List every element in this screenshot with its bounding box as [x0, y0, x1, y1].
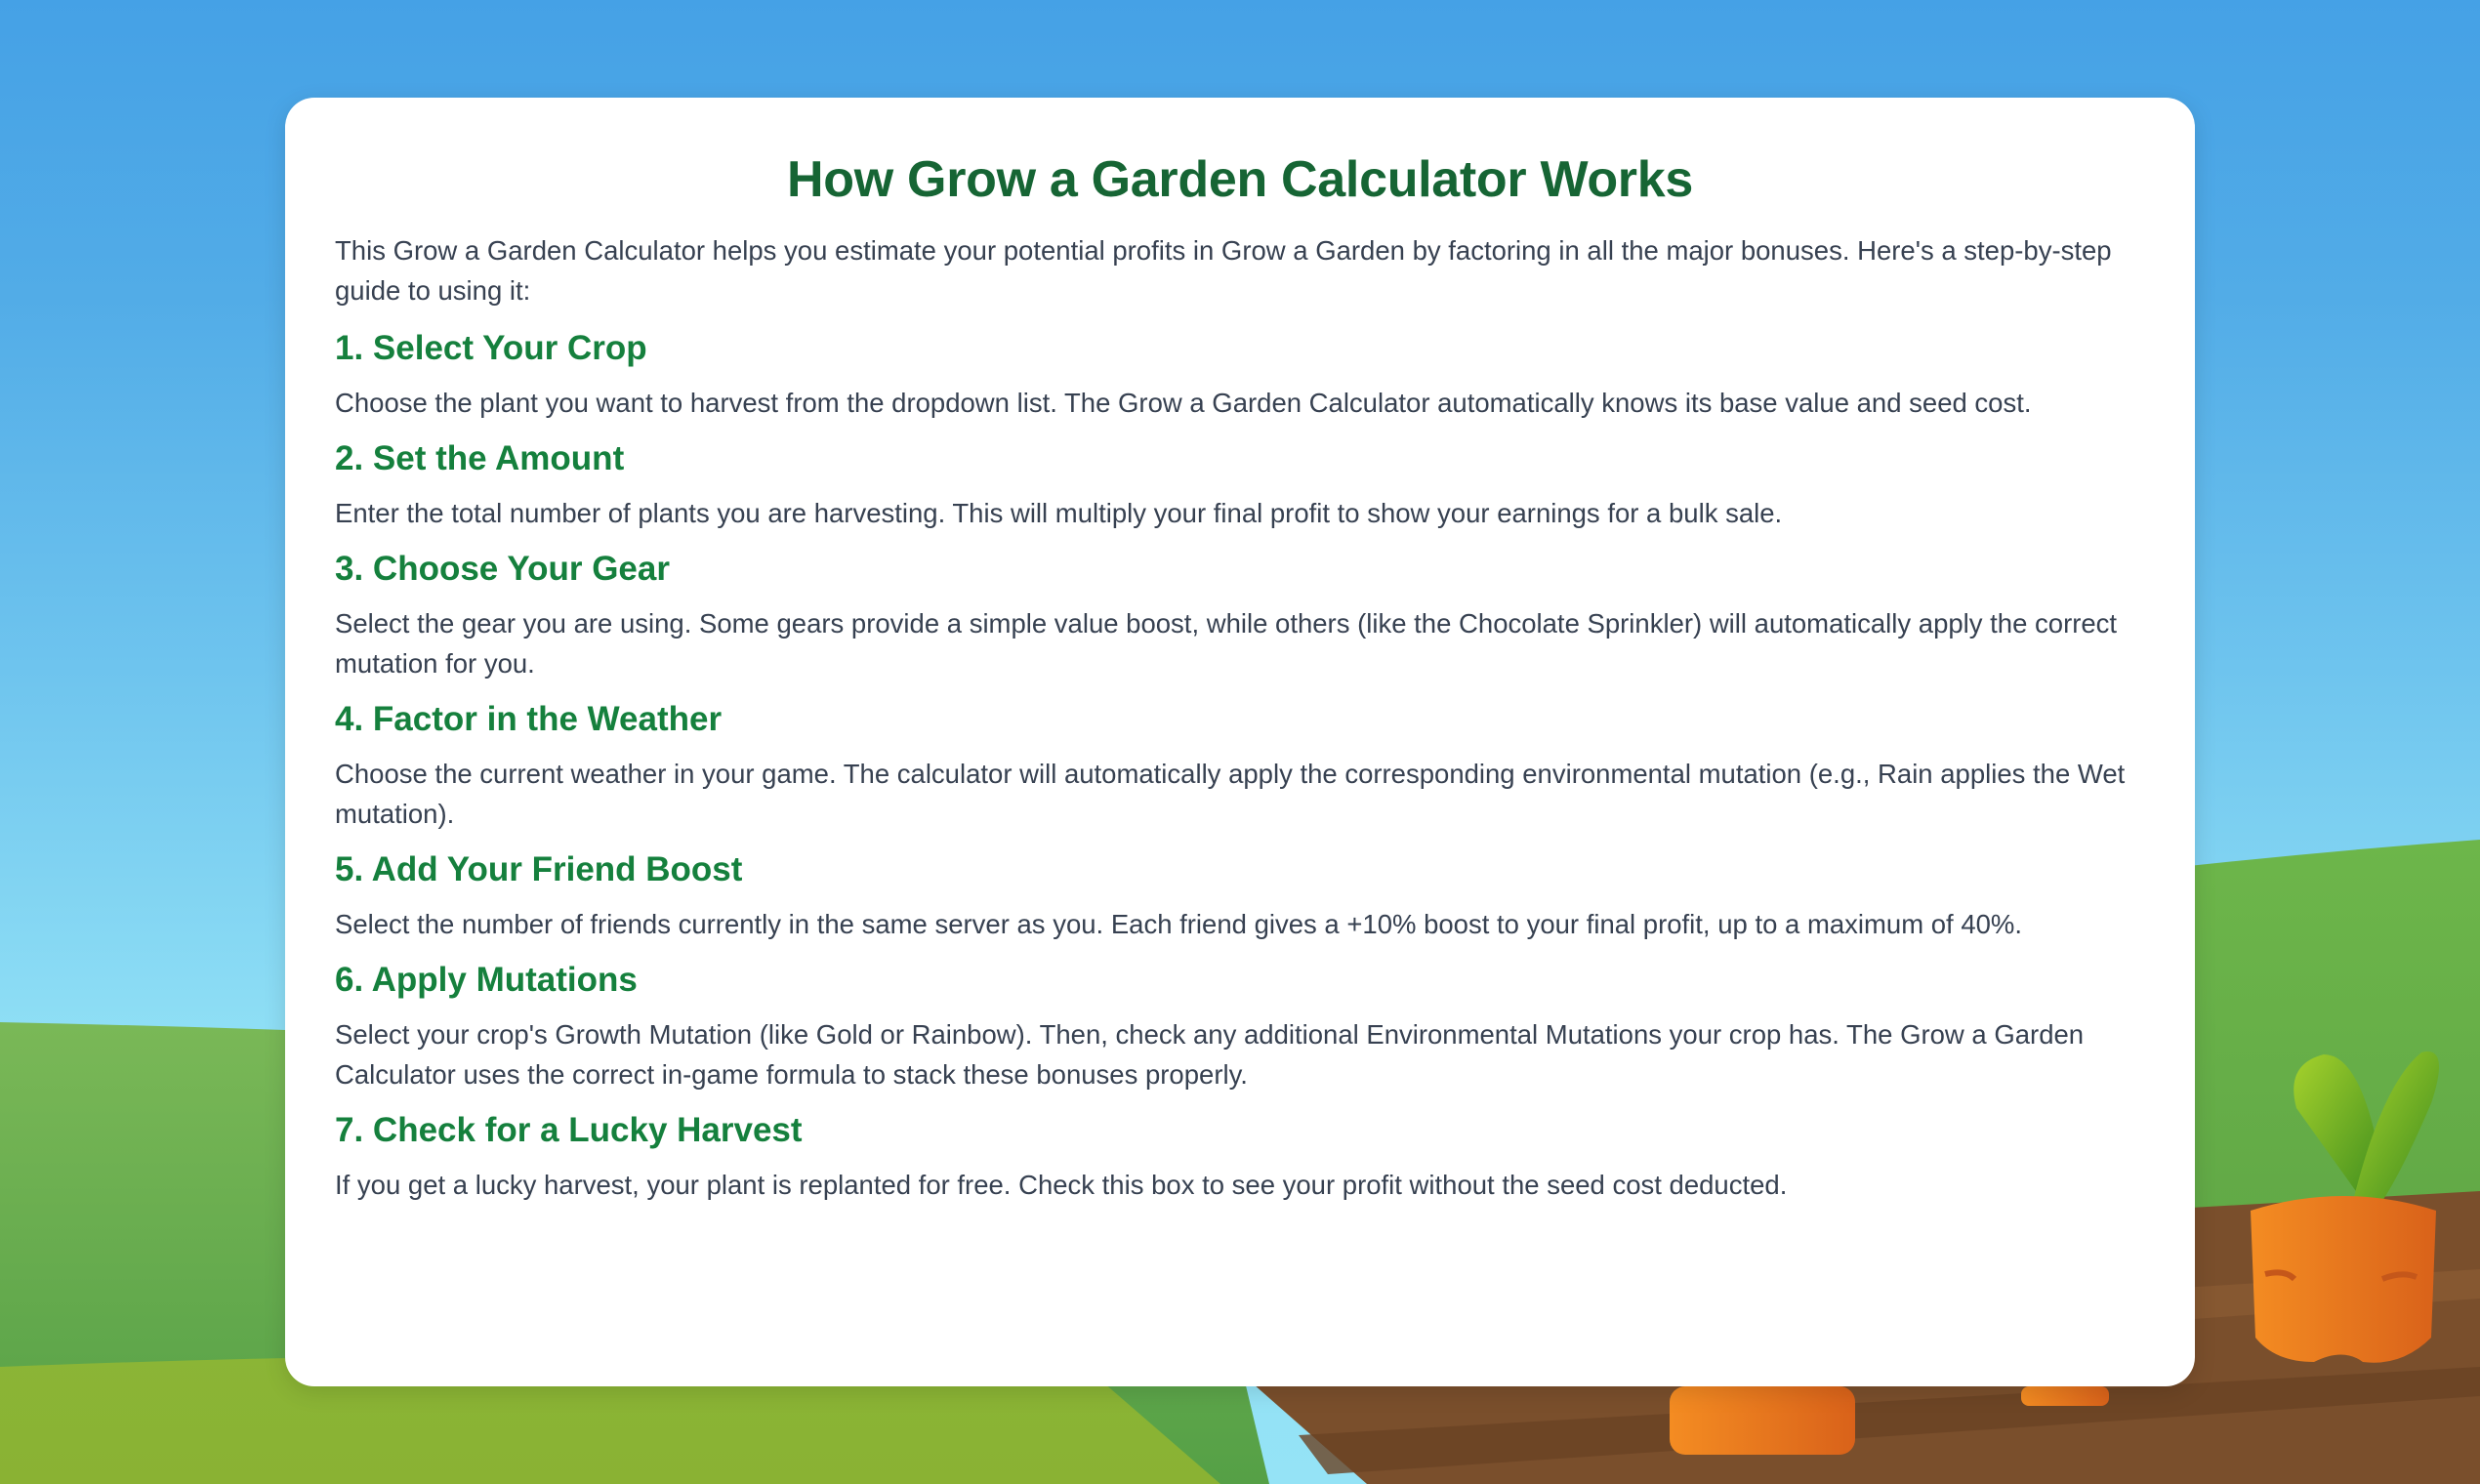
step-heading: 2. Set the Amount	[335, 439, 625, 477]
step-description: Select your crop's Growth Mutation (like Gold or Rainbow). Then, check any additional Environmental Mutations your crop has. The Grow a Garden Calculator uses the correct in-game formula to stack these bonuses properly.	[335, 1019, 2085, 1090]
step-heading: 3. Choose Your Gear	[335, 550, 670, 588]
step-heading: 6. Apply Mutations	[335, 961, 638, 999]
step-apply-mutations	[335, 958, 2145, 1094]
intro-paragraph: This Grow a Garden Calculator helps you estimate your potential profits in Grow a Garden by factoring in all the major bonuses. Here's a step-by-step guide to using it:	[335, 235, 2112, 306]
step-description: Select the gear you are using. Some gears provide a simple value boost, while others (like the Chocolate Sprinkler) will automatically apply the correct mutation for you.	[335, 608, 2118, 679]
page-title: How Grow a Garden Calculator Works	[787, 151, 1693, 208]
step-heading: 4. Factor in the Weather	[335, 700, 723, 738]
step-description: Choose the current weather in your game. The calculator will automatically apply the corresponding environmental mutation (e.g., Rain applies the Wet mutation).	[335, 759, 2126, 829]
step-description: Select the number of friends currently in the same server as you. Each friend gives a +10% boost to your final profit, up to a maximum of 40%.	[335, 909, 2023, 939]
step-description: If you get a lucky harvest, your plant is replanted for free. Check this box to see your profit without the seed cost deducted.	[335, 1170, 1788, 1200]
step-choose-gear	[335, 547, 2145, 683]
step-description: Enter the total number of plants you are harvesting. This will multiply your final profit to show your earnings for a bulk sale.	[335, 498, 1783, 528]
step-select-crop	[335, 326, 2145, 423]
step-factor-weather	[335, 697, 2145, 834]
step-lucky-harvest	[335, 1108, 2145, 1205]
step-heading: 5. Add Your Friend Boost	[335, 850, 743, 888]
how-it-works-card	[285, 98, 2195, 1386]
step-heading: 1. Select Your Crop	[335, 329, 647, 367]
step-friend-boost	[335, 847, 2145, 944]
step-heading: 7. Check for a Lucky Harvest	[335, 1111, 803, 1149]
step-description: Choose the plant you want to harvest from the dropdown list. The Grow a Garden Calculator automatically knows its base value and seed cost.	[335, 388, 2032, 418]
step-set-amount	[335, 436, 2145, 533]
